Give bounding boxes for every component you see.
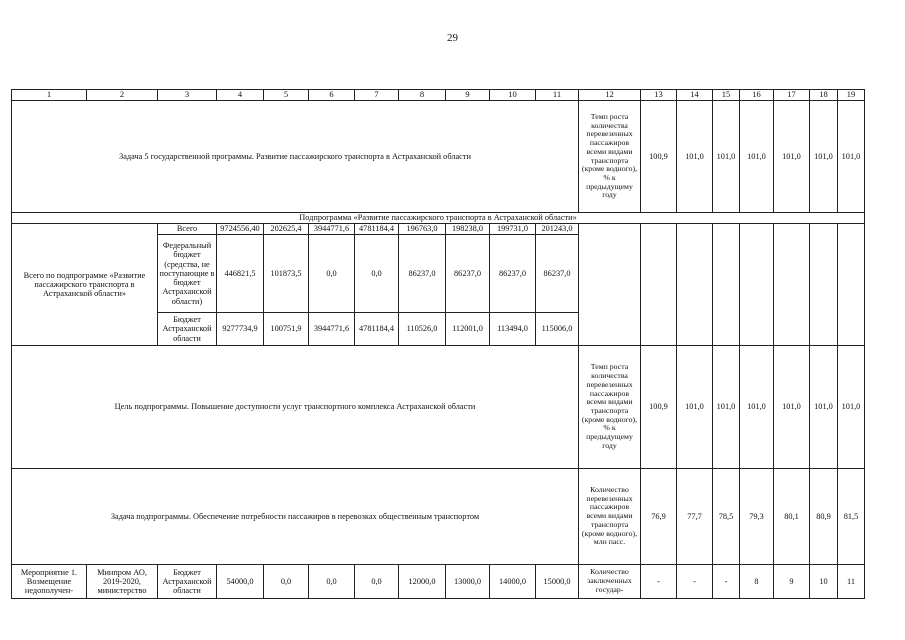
goal-value: 101,0 bbox=[838, 346, 865, 469]
subprogram-title: Подпрограмма «Развитие пассажирского транспорта в Астраханской области» bbox=[12, 213, 865, 224]
amount: 115006,0 bbox=[536, 313, 579, 346]
col-number: 16 bbox=[740, 90, 774, 101]
empty-cell bbox=[838, 224, 865, 346]
task5-indicator: Темп роста количества перевезенных пассажиров всеми видами транспорта (кроме водного), % к предыдущему году bbox=[579, 101, 641, 213]
amount: 86237,0 bbox=[399, 235, 446, 313]
measure1-value: - bbox=[641, 565, 677, 599]
source-label: Бюджет Астраханской области bbox=[158, 313, 217, 346]
measure1-value: 11 bbox=[838, 565, 865, 599]
col-number: 8 bbox=[399, 90, 446, 101]
task5-value: 100,9 bbox=[641, 101, 677, 213]
empty-cell bbox=[810, 224, 838, 346]
col-number: 1 bbox=[12, 90, 87, 101]
measure1-executor: Минпром АО, 2019-2020, министерство bbox=[87, 565, 158, 599]
goal-label: Цель подпрограммы. Повышение доступности услуг транспортного комплекса Астраханской области bbox=[12, 346, 579, 469]
measure1-value: - bbox=[677, 565, 713, 599]
goal-indicator: Темп роста количества перевезенных пассажиров всеми видами транспорта (кроме водного), % к предыдущему году bbox=[579, 346, 641, 469]
measure1-source: Бюджет Астраханской области bbox=[158, 565, 217, 599]
amount: 100751,9 bbox=[264, 313, 309, 346]
amount: 86237,0 bbox=[490, 235, 536, 313]
task5-value: 101,0 bbox=[774, 101, 810, 213]
amount: 13000,0 bbox=[446, 565, 490, 599]
measure1-value: 8 bbox=[740, 565, 774, 599]
empty-cell bbox=[641, 224, 677, 346]
goal-value: 101,0 bbox=[740, 346, 774, 469]
source-label: Федеральный бюджет (средства, не поступающие в бюджет Астраханской области) bbox=[158, 235, 217, 313]
task-label: Задача подпрограммы. Обеспечение потребности пассажиров в перевозках общественным транспортом bbox=[12, 469, 579, 565]
task5-row bbox=[12, 101, 865, 213]
col-number: 9 bbox=[446, 90, 490, 101]
page-number: 29 bbox=[447, 32, 458, 44]
amount: 0,0 bbox=[355, 235, 399, 313]
goal-value: 100,9 bbox=[641, 346, 677, 469]
empty-cell bbox=[740, 224, 774, 346]
measure1-value: - bbox=[713, 565, 740, 599]
col-number: 15 bbox=[713, 90, 740, 101]
amount: 0,0 bbox=[264, 565, 309, 599]
amount: 202625,4 bbox=[264, 224, 309, 235]
col-number: 7 bbox=[355, 90, 399, 101]
total-row-all bbox=[12, 224, 865, 235]
amount: 0,0 bbox=[355, 565, 399, 599]
measure1-row bbox=[12, 565, 865, 599]
amount: 12000,0 bbox=[399, 565, 446, 599]
empty-cell bbox=[774, 224, 810, 346]
amount: 0,0 bbox=[309, 235, 355, 313]
task-indicator: Количество перевезенных пассажиров всеми видами транспорта (кроме водного), млн пасс. bbox=[579, 469, 641, 565]
col-number: 3 bbox=[158, 90, 217, 101]
task-value: 81,5 bbox=[838, 469, 865, 565]
amount: 196763,0 bbox=[399, 224, 446, 235]
col-number: 11 bbox=[536, 90, 579, 101]
task-value: 80,1 bbox=[774, 469, 810, 565]
amount: 110526,0 bbox=[399, 313, 446, 346]
amount: 15000,0 bbox=[536, 565, 579, 599]
task-value: 77,7 bbox=[677, 469, 713, 565]
column-number-row bbox=[12, 90, 865, 101]
col-number: 5 bbox=[264, 90, 309, 101]
task5-value: 101,0 bbox=[713, 101, 740, 213]
goal-value: 101,0 bbox=[677, 346, 713, 469]
amount: 0,0 bbox=[309, 565, 355, 599]
task5-value: 101,0 bbox=[810, 101, 838, 213]
measure1-indicator: Количество заключенных государ- bbox=[579, 565, 641, 599]
task-value: 79,3 bbox=[740, 469, 774, 565]
amount: 198238,0 bbox=[446, 224, 490, 235]
col-number: 4 bbox=[217, 90, 264, 101]
amount: 3944771,6 bbox=[309, 224, 355, 235]
empty-cell bbox=[713, 224, 740, 346]
task-value: 76,9 bbox=[641, 469, 677, 565]
measure1-value: 10 bbox=[810, 565, 838, 599]
amount: 4781184,4 bbox=[355, 224, 399, 235]
col-number: 18 bbox=[810, 90, 838, 101]
amount: 86237,0 bbox=[446, 235, 490, 313]
amount: 112001,0 bbox=[446, 313, 490, 346]
goal-row bbox=[12, 346, 865, 469]
amount: 101873,5 bbox=[264, 235, 309, 313]
empty-cell bbox=[677, 224, 713, 346]
amount: 446821,5 bbox=[217, 235, 264, 313]
task-value: 80,9 bbox=[810, 469, 838, 565]
col-number: 19 bbox=[838, 90, 865, 101]
col-number: 6 bbox=[309, 90, 355, 101]
col-number: 13 bbox=[641, 90, 677, 101]
col-number: 10 bbox=[490, 90, 536, 101]
total-label: Всего по подпрограмме «Развитие пассажирского транспорта в Астраханской области» bbox=[12, 224, 158, 346]
amount: 113494,0 bbox=[490, 313, 536, 346]
amount: 9724556,40 bbox=[217, 224, 264, 235]
task5-value: 101,0 bbox=[677, 101, 713, 213]
amount: 86237,0 bbox=[536, 235, 579, 313]
amount: 3944771,6 bbox=[309, 313, 355, 346]
col-number: 12 bbox=[579, 90, 641, 101]
program-table bbox=[11, 89, 865, 599]
col-number: 17 bbox=[774, 90, 810, 101]
amount: 9277734,9 bbox=[217, 313, 264, 346]
task5-label: Задача 5 государственной программы. Развитие пассажирского транспорта в Астраханской области bbox=[12, 101, 579, 213]
col-number: 2 bbox=[87, 90, 158, 101]
goal-value: 101,0 bbox=[713, 346, 740, 469]
measure1-name: Мероприятие 1. Возмещение недополучен- bbox=[12, 565, 87, 599]
task-row bbox=[12, 469, 865, 565]
goal-value: 101,0 bbox=[810, 346, 838, 469]
goal-value: 101,0 bbox=[774, 346, 810, 469]
amount: 201243,0 bbox=[536, 224, 579, 235]
task5-value: 101,0 bbox=[838, 101, 865, 213]
task5-value: 101,0 bbox=[740, 101, 774, 213]
measure1-value: 9 bbox=[774, 565, 810, 599]
subprogram-row bbox=[12, 213, 865, 224]
amount: 199731,0 bbox=[490, 224, 536, 235]
source-label: Всего bbox=[158, 224, 217, 235]
empty-cell bbox=[579, 224, 641, 346]
amount: 4781184,4 bbox=[355, 313, 399, 346]
col-number: 14 bbox=[677, 90, 713, 101]
amount: 54000,0 bbox=[217, 565, 264, 599]
amount: 14000,0 bbox=[490, 565, 536, 599]
task-value: 78,5 bbox=[713, 469, 740, 565]
